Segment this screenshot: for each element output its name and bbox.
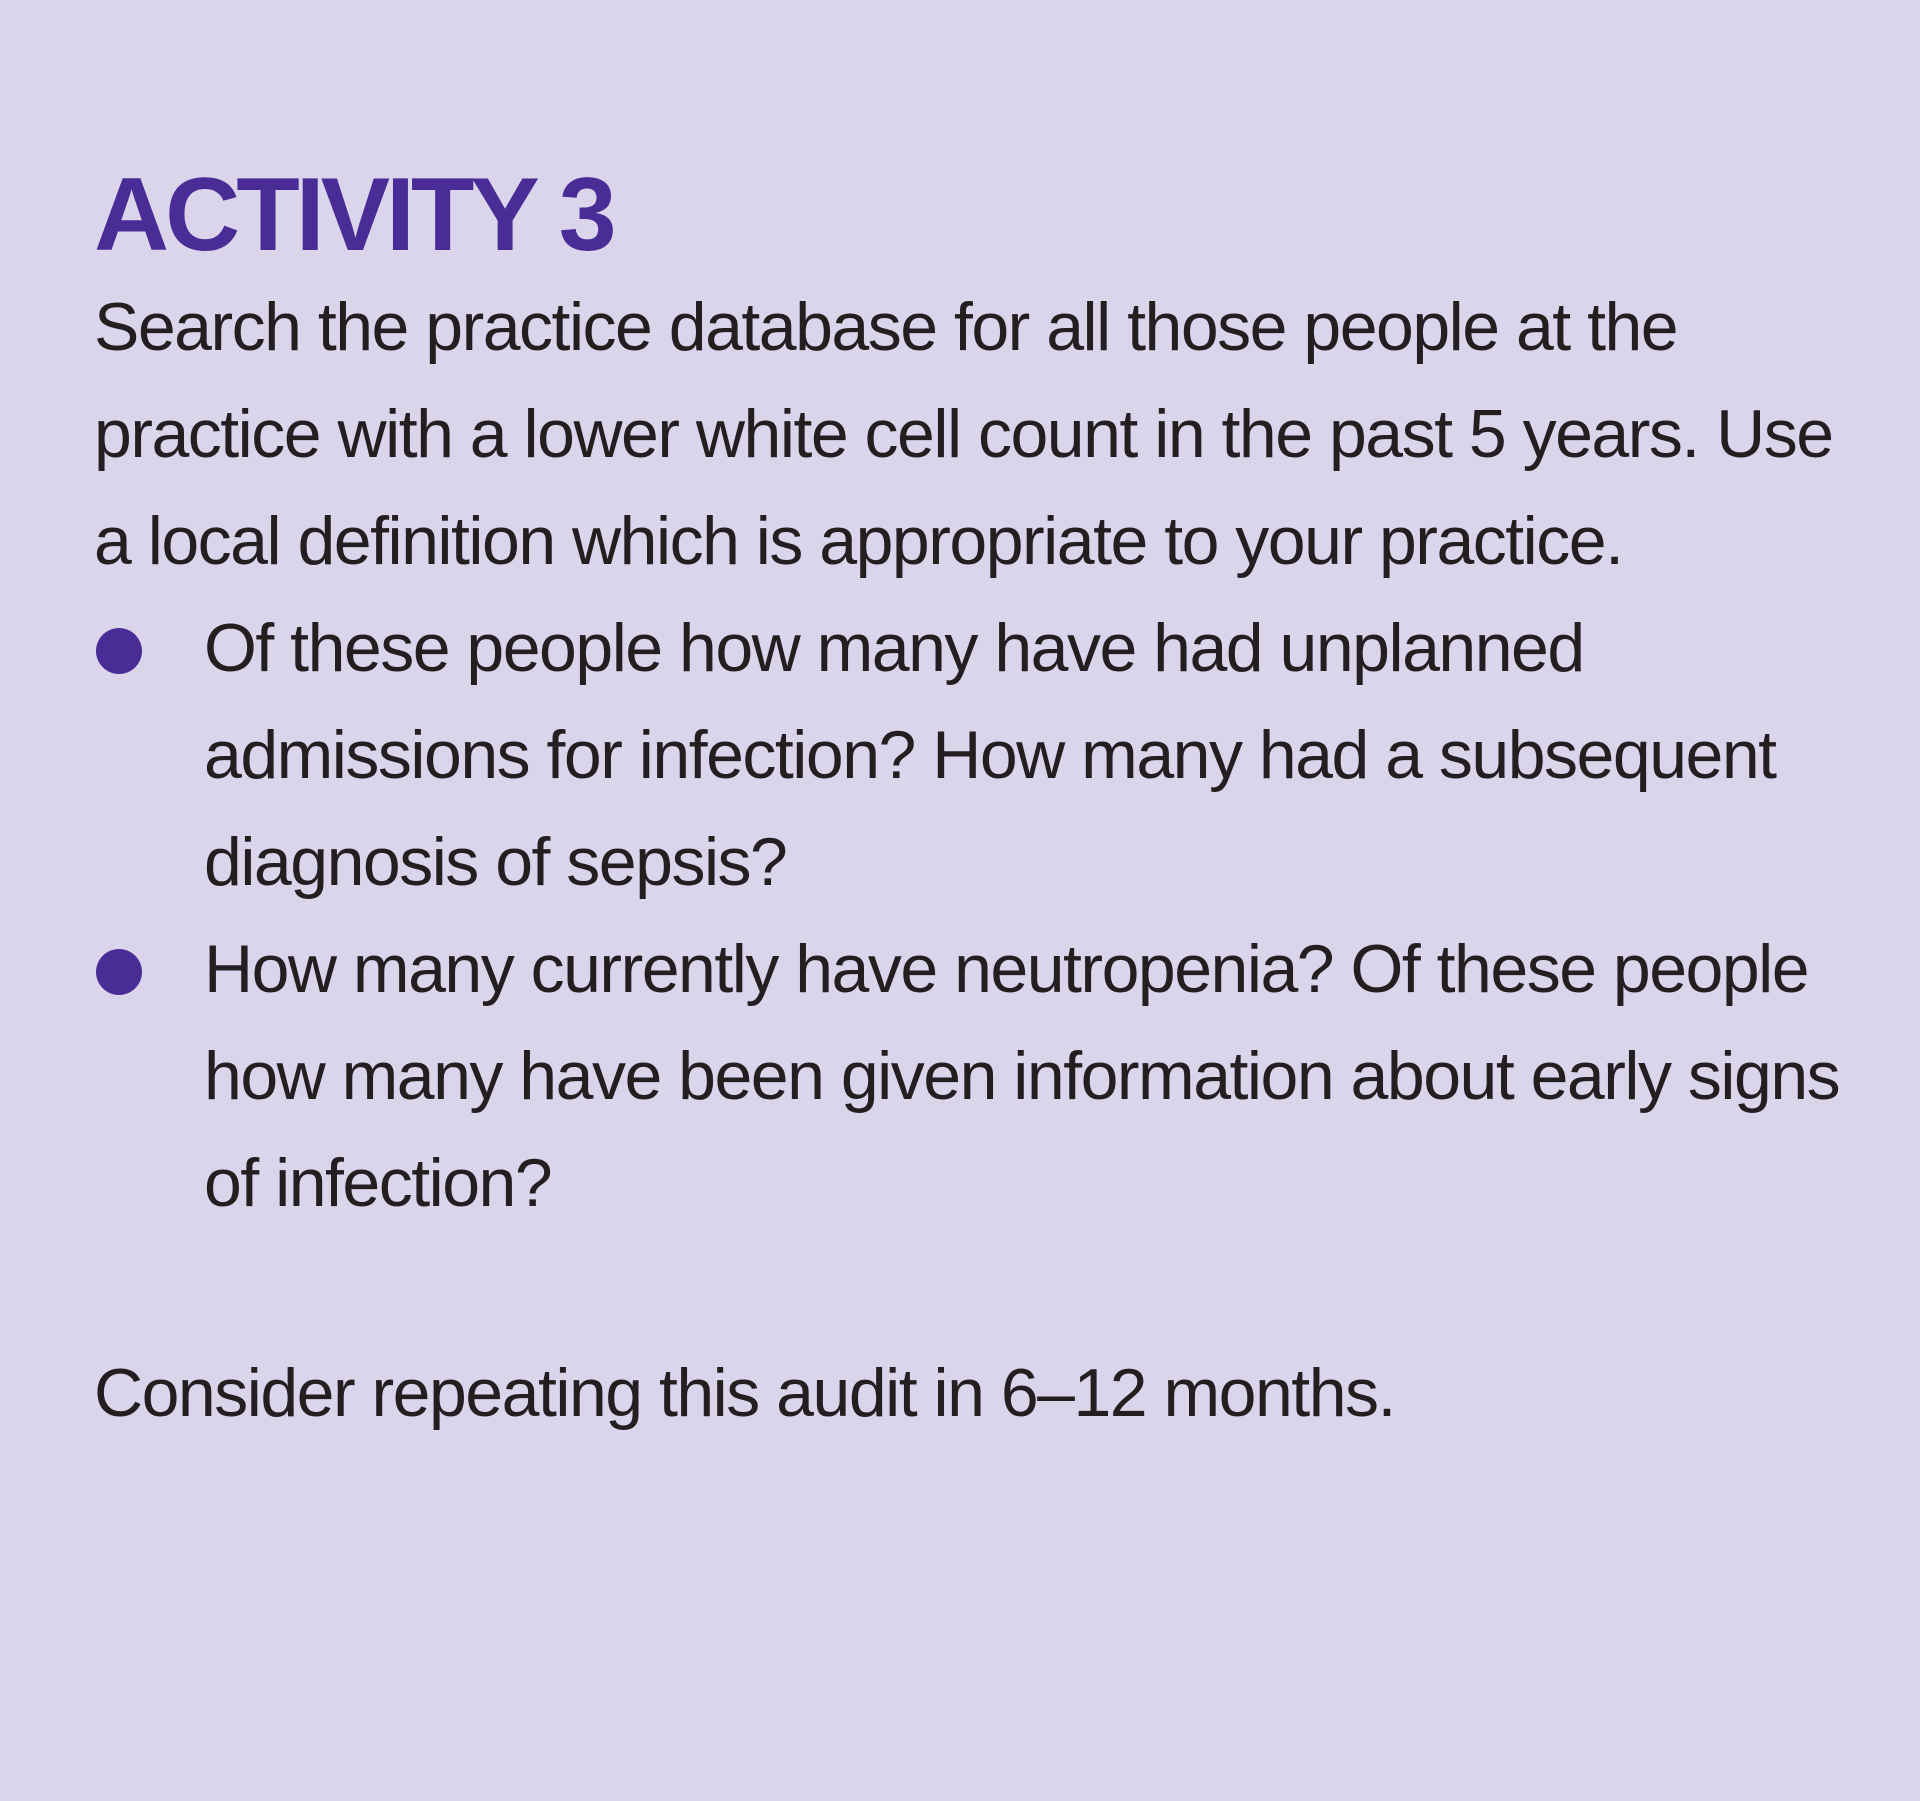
list-item-text: How many currently have neutropenia? Of these people how many have been given information about early signs of infection? [204, 931, 1840, 1221]
list-item [94, 916, 1874, 1237]
intro-paragraph: Search the practice database for all those people at the practice with a lower white cell count in the past 5 years. Use a local definition which is appropriate to your practice. [94, 289, 1833, 579]
bullet-icon [96, 949, 142, 995]
activity-title: ACTIVITY 3 [94, 157, 613, 273]
list-item [94, 595, 1874, 916]
activity-panel [94, 157, 1874, 1447]
bullet-icon [96, 628, 142, 674]
list-item-text: Of these people how many have had unplanned admissions for infection? How many had a subsequent diagnosis of sepsis? [204, 610, 1776, 900]
closing-note: Consider repeating this audit in 6–12 months. [94, 1355, 1395, 1431]
question-list [94, 595, 1874, 1237]
